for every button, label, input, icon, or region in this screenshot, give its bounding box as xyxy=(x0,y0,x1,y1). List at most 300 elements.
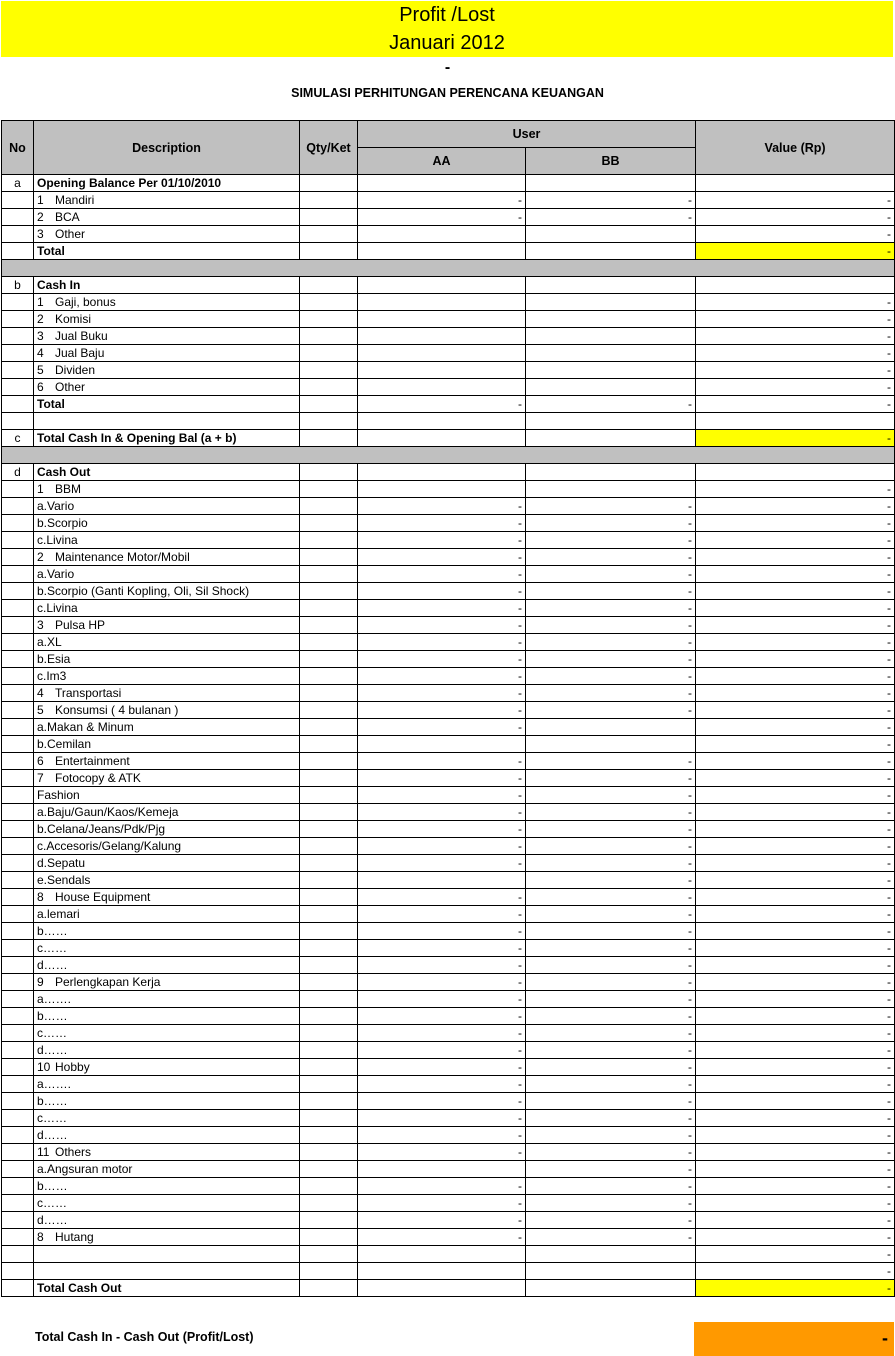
row-qty-cell xyxy=(300,430,358,447)
table-row xyxy=(2,957,895,974)
row-no-cell xyxy=(2,413,34,430)
row-bb-cell xyxy=(526,226,696,243)
row-no-cell xyxy=(2,1195,34,1212)
row-qty-cell xyxy=(300,1093,358,1110)
row-qty-cell xyxy=(300,1195,358,1212)
row-description-cell: a……. xyxy=(34,991,300,1008)
row-value-cell: - xyxy=(696,617,895,634)
table-row xyxy=(2,175,895,192)
row-bb-cell xyxy=(526,328,696,345)
table-row xyxy=(2,498,895,515)
row-description-cell: a.XL xyxy=(34,634,300,651)
row-aa-cell: - xyxy=(358,209,526,226)
row-bb-cell: - xyxy=(526,192,696,209)
row-qty-cell xyxy=(300,872,358,889)
table-row xyxy=(2,1025,895,1042)
row-bb-cell xyxy=(526,1263,696,1280)
item-label: Others xyxy=(55,1145,92,1159)
row-qty-cell xyxy=(300,362,358,379)
row-value-cell: - xyxy=(696,1246,895,1263)
row-value-cell: - xyxy=(696,1093,895,1110)
item-number: 1 xyxy=(37,482,44,496)
row-aa-cell xyxy=(358,277,526,294)
row-no-cell xyxy=(2,549,34,566)
row-no-cell xyxy=(2,991,34,1008)
row-no-cell xyxy=(2,1093,34,1110)
row-qty-cell xyxy=(300,1025,358,1042)
row-bb-cell xyxy=(526,464,696,481)
item-label: Mandiri xyxy=(55,193,95,207)
row-no-cell xyxy=(2,974,34,991)
row-aa-cell: - xyxy=(358,889,526,906)
row-description-cell: c.Im3 xyxy=(34,668,300,685)
row-value-cell: - xyxy=(696,532,895,549)
row-aa-cell: - xyxy=(358,668,526,685)
row-qty-cell xyxy=(300,243,358,260)
profit-lost-label: Total Cash In - Cash Out (Profit/Lost) xyxy=(35,1330,254,1344)
row-value-cell: - xyxy=(696,1025,895,1042)
row-aa-cell: - xyxy=(358,1042,526,1059)
separator-row xyxy=(2,447,895,464)
row-qty-cell xyxy=(300,685,358,702)
row-value-cell: - xyxy=(696,1042,895,1059)
table-row xyxy=(2,1229,895,1246)
row-aa-cell: - xyxy=(358,957,526,974)
table-row xyxy=(2,838,895,855)
row-bb-cell: - xyxy=(526,209,696,226)
row-value-cell: - xyxy=(696,753,895,770)
table-row xyxy=(2,226,895,243)
row-no-cell xyxy=(2,226,34,243)
row-value-cell: - xyxy=(696,1161,895,1178)
row-bb-cell: - xyxy=(526,1229,696,1246)
row-value-cell: - xyxy=(696,821,895,838)
table-row xyxy=(2,566,895,583)
row-bb-cell: - xyxy=(526,396,696,413)
row-bb-cell xyxy=(526,413,696,430)
row-no-cell xyxy=(2,532,34,549)
item-number: 4 xyxy=(37,686,44,700)
row-description-cell: a.Angsuran motor xyxy=(34,1161,300,1178)
row-aa-cell: - xyxy=(358,1025,526,1042)
row-value-cell: - xyxy=(696,566,895,583)
row-description-cell: Cash In xyxy=(34,277,300,294)
row-aa-cell: - xyxy=(358,532,526,549)
row-value-cell xyxy=(696,464,895,481)
row-qty-cell xyxy=(300,277,358,294)
table-row xyxy=(2,804,895,821)
row-no-cell xyxy=(2,515,34,532)
table-row xyxy=(2,311,895,328)
row-aa-cell: - xyxy=(358,1178,526,1195)
separator-row xyxy=(2,260,895,277)
row-description-cell xyxy=(34,974,300,991)
row-description-cell xyxy=(34,753,300,770)
row-qty-cell xyxy=(300,906,358,923)
row-qty-cell xyxy=(300,974,358,991)
row-no-cell xyxy=(2,872,34,889)
table-row xyxy=(2,702,895,719)
item-label: BCA xyxy=(55,210,80,224)
row-value-cell: - xyxy=(696,1229,895,1246)
row-bb-cell xyxy=(526,277,696,294)
row-aa-cell: - xyxy=(358,1195,526,1212)
row-value-cell: - xyxy=(696,549,895,566)
item-number: 3 xyxy=(37,618,44,632)
separator-cell xyxy=(2,260,895,277)
table-row xyxy=(2,787,895,804)
row-no-cell xyxy=(2,192,34,209)
row-description-cell: b.Scorpio xyxy=(34,515,300,532)
row-aa-cell: - xyxy=(358,634,526,651)
row-aa-cell: - xyxy=(358,753,526,770)
row-aa-cell: - xyxy=(358,192,526,209)
table-row xyxy=(2,770,895,787)
row-no-cell xyxy=(2,770,34,787)
row-description-cell: a.Vario xyxy=(34,566,300,583)
row-no-cell xyxy=(2,923,34,940)
row-qty-cell xyxy=(300,175,358,192)
row-no-cell xyxy=(2,668,34,685)
row-value-cell: - xyxy=(696,311,895,328)
row-value-cell: - xyxy=(696,634,895,651)
item-label: Maintenance Motor/Mobil xyxy=(55,550,190,564)
row-bb-cell xyxy=(526,311,696,328)
row-bb-cell: - xyxy=(526,668,696,685)
row-qty-cell xyxy=(300,804,358,821)
table-row xyxy=(2,1110,895,1127)
row-qty-cell xyxy=(300,481,358,498)
item-number: 1 xyxy=(37,193,44,207)
row-value-cell xyxy=(696,413,895,430)
row-bb-cell: - xyxy=(526,889,696,906)
item-number: 3 xyxy=(37,227,44,241)
row-aa-cell: - xyxy=(358,1144,526,1161)
row-description-cell xyxy=(34,362,300,379)
row-no-cell xyxy=(2,906,34,923)
col-bb-header: BB xyxy=(526,148,696,175)
row-no-cell: a xyxy=(2,175,34,192)
row-description-cell xyxy=(34,209,300,226)
row-value-cell: - xyxy=(696,923,895,940)
table-row xyxy=(2,753,895,770)
row-description-cell: Total xyxy=(34,243,300,260)
row-aa-cell: - xyxy=(358,651,526,668)
profit-lost-value: - xyxy=(882,1328,888,1348)
row-description-cell: c.Livina xyxy=(34,600,300,617)
row-bb-cell: - xyxy=(526,770,696,787)
table-row xyxy=(2,1195,895,1212)
row-aa-cell xyxy=(358,328,526,345)
row-qty-cell xyxy=(300,498,358,515)
finance-table xyxy=(1,120,895,1297)
row-qty-cell xyxy=(300,617,358,634)
row-description-cell: c.Livina xyxy=(34,532,300,549)
table-row xyxy=(2,1042,895,1059)
table-row xyxy=(2,430,895,447)
row-bb-cell: - xyxy=(526,1093,696,1110)
row-bb-cell: - xyxy=(526,940,696,957)
row-qty-cell xyxy=(300,464,358,481)
row-bb-cell: - xyxy=(526,1008,696,1025)
row-no-cell xyxy=(2,583,34,600)
row-bb-cell: - xyxy=(526,1178,696,1195)
row-aa-cell xyxy=(358,362,526,379)
item-number: 8 xyxy=(37,890,44,904)
table-row xyxy=(2,277,895,294)
row-bb-cell: - xyxy=(526,753,696,770)
profit-lost-value-box xyxy=(694,1322,894,1356)
row-aa-cell: - xyxy=(358,855,526,872)
row-qty-cell xyxy=(300,1110,358,1127)
header-dash: - xyxy=(444,59,451,76)
row-description-cell: c.Accesoris/Gelang/Kalung xyxy=(34,838,300,855)
row-bb-cell xyxy=(526,481,696,498)
table-row xyxy=(2,1246,895,1263)
row-description-cell: b.Celana/Jeans/Pdk/Pjg xyxy=(34,821,300,838)
item-number: 5 xyxy=(37,703,44,717)
row-description-cell: Total Cash In & Opening Bal (a + b) xyxy=(34,430,300,447)
row-value-cell: - xyxy=(696,362,895,379)
row-bb-cell: - xyxy=(526,974,696,991)
row-bb-cell: - xyxy=(526,821,696,838)
row-bb-cell: - xyxy=(526,685,696,702)
row-bb-cell: - xyxy=(526,804,696,821)
col-qty-header: Qty/Ket xyxy=(300,121,358,175)
row-qty-cell xyxy=(300,651,358,668)
item-number: 6 xyxy=(37,754,44,768)
row-bb-cell: - xyxy=(526,1127,696,1144)
row-qty-cell xyxy=(300,1263,358,1280)
row-description-cell xyxy=(34,770,300,787)
row-no-cell xyxy=(2,498,34,515)
row-aa-cell: - xyxy=(358,685,526,702)
row-bb-cell: - xyxy=(526,923,696,940)
row-no-cell xyxy=(2,481,34,498)
row-value-cell: - xyxy=(696,685,895,702)
table-body xyxy=(2,175,895,1297)
item-label: Gaji, bonus xyxy=(55,295,116,309)
table-row xyxy=(2,600,895,617)
row-no-cell xyxy=(2,294,34,311)
col-user-header: User xyxy=(358,121,696,148)
row-no-cell xyxy=(2,1263,34,1280)
row-value-cell: - xyxy=(696,838,895,855)
row-description-cell xyxy=(34,889,300,906)
row-qty-cell xyxy=(300,1076,358,1093)
row-aa-cell xyxy=(358,379,526,396)
row-value-cell: - xyxy=(696,719,895,736)
row-qty-cell xyxy=(300,1212,358,1229)
table-row xyxy=(2,1144,895,1161)
row-qty-cell xyxy=(300,226,358,243)
row-value-cell: - xyxy=(696,651,895,668)
row-value-cell xyxy=(696,277,895,294)
row-bb-cell: - xyxy=(526,600,696,617)
table-row xyxy=(2,294,895,311)
item-number: 2 xyxy=(37,312,44,326)
row-aa-cell: - xyxy=(358,1229,526,1246)
table-row xyxy=(2,685,895,702)
row-qty-cell xyxy=(300,1161,358,1178)
row-bb-cell: - xyxy=(526,787,696,804)
row-aa-cell: - xyxy=(358,583,526,600)
item-label: Dividen xyxy=(55,363,96,377)
row-qty-cell xyxy=(300,566,358,583)
row-no-cell xyxy=(2,345,34,362)
row-aa-cell xyxy=(358,464,526,481)
row-aa-cell xyxy=(358,345,526,362)
row-aa-cell xyxy=(358,294,526,311)
row-aa-cell: - xyxy=(358,702,526,719)
row-bb-cell: - xyxy=(526,634,696,651)
table-row xyxy=(2,651,895,668)
row-no-cell: d xyxy=(2,464,34,481)
row-aa-cell: - xyxy=(358,1076,526,1093)
table-row xyxy=(2,532,895,549)
row-aa-cell: - xyxy=(358,991,526,1008)
row-qty-cell xyxy=(300,549,358,566)
row-description-cell xyxy=(34,192,300,209)
item-label: Hutang xyxy=(55,1230,94,1244)
row-bb-cell xyxy=(526,243,696,260)
row-no-cell xyxy=(2,1161,34,1178)
row-aa-cell: - xyxy=(358,1059,526,1076)
row-bb-cell: - xyxy=(526,1042,696,1059)
row-no-cell xyxy=(2,1280,34,1297)
table-row xyxy=(2,855,895,872)
row-value-cell: - xyxy=(696,243,895,260)
row-no-cell xyxy=(2,753,34,770)
row-qty-cell xyxy=(300,209,358,226)
table-row xyxy=(2,940,895,957)
row-bb-cell: - xyxy=(526,1110,696,1127)
row-bb-cell: - xyxy=(526,957,696,974)
row-aa-cell: - xyxy=(358,906,526,923)
table-row xyxy=(2,1161,895,1178)
item-label: Konsumsi ( 4 bulanan ) xyxy=(55,703,179,717)
table-row xyxy=(2,379,895,396)
row-description-cell xyxy=(34,294,300,311)
row-aa-cell: - xyxy=(358,549,526,566)
row-description-cell xyxy=(34,1263,300,1280)
row-value-cell: - xyxy=(696,940,895,957)
row-value-cell: - xyxy=(696,957,895,974)
row-qty-cell xyxy=(300,583,358,600)
row-description-cell: a.Vario xyxy=(34,498,300,515)
row-bb-cell xyxy=(526,1280,696,1297)
row-description-cell: d…… xyxy=(34,1127,300,1144)
row-aa-cell xyxy=(358,1246,526,1263)
row-description-cell xyxy=(34,379,300,396)
row-no-cell xyxy=(2,787,34,804)
row-no-cell: b xyxy=(2,277,34,294)
row-bb-cell: - xyxy=(526,702,696,719)
row-qty-cell xyxy=(300,991,358,1008)
item-label: Fotocopy & ATK xyxy=(55,771,141,785)
row-description-cell xyxy=(34,702,300,719)
row-value-cell: - xyxy=(696,1178,895,1195)
row-qty-cell xyxy=(300,957,358,974)
row-bb-cell: - xyxy=(526,1161,696,1178)
item-number: 4 xyxy=(37,346,44,360)
row-bb-cell: - xyxy=(526,532,696,549)
item-label: Hobby xyxy=(55,1060,90,1074)
row-description-cell: c…… xyxy=(34,1110,300,1127)
row-bb-cell xyxy=(526,736,696,753)
row-description-cell: b…… xyxy=(34,1178,300,1195)
row-aa-cell xyxy=(358,175,526,192)
table-row xyxy=(2,1127,895,1144)
row-aa-cell xyxy=(358,1161,526,1178)
row-description-cell xyxy=(34,1059,300,1076)
row-no-cell xyxy=(2,957,34,974)
row-value-cell: - xyxy=(696,328,895,345)
item-number: 7 xyxy=(37,771,44,785)
row-bb-cell: - xyxy=(526,1076,696,1093)
table-row xyxy=(2,243,895,260)
row-value-cell: - xyxy=(696,600,895,617)
row-no-cell xyxy=(2,651,34,668)
table-row xyxy=(2,736,895,753)
row-qty-cell xyxy=(300,600,358,617)
row-aa-cell: - xyxy=(358,974,526,991)
row-value-cell: - xyxy=(696,226,895,243)
row-description-cell xyxy=(34,549,300,566)
row-description-cell: Total Cash Out xyxy=(34,1280,300,1297)
row-qty-cell xyxy=(300,294,358,311)
row-bb-cell xyxy=(526,362,696,379)
item-number: 5 xyxy=(37,363,44,377)
table-row xyxy=(2,413,895,430)
table-row xyxy=(2,192,895,209)
col-no-header: No xyxy=(2,121,34,175)
row-value-cell: - xyxy=(696,498,895,515)
table-row xyxy=(2,345,895,362)
table-row xyxy=(2,549,895,566)
row-aa-cell: - xyxy=(358,804,526,821)
col-description-header: Description xyxy=(34,121,300,175)
row-aa-cell: - xyxy=(358,600,526,617)
table-row xyxy=(2,396,895,413)
row-aa-cell xyxy=(358,481,526,498)
row-bb-cell: - xyxy=(526,651,696,668)
row-description-cell: d…… xyxy=(34,1042,300,1059)
row-no-cell xyxy=(2,634,34,651)
row-bb-cell: - xyxy=(526,549,696,566)
row-aa-cell: - xyxy=(358,923,526,940)
row-qty-cell xyxy=(300,1059,358,1076)
row-aa-cell: - xyxy=(358,719,526,736)
row-value-cell: - xyxy=(696,1212,895,1229)
row-description-cell: d…… xyxy=(34,957,300,974)
separator-cell xyxy=(2,447,895,464)
row-no-cell xyxy=(2,396,34,413)
row-description-cell: d.Sepatu xyxy=(34,855,300,872)
row-description-cell xyxy=(34,685,300,702)
row-no-cell xyxy=(2,1042,34,1059)
row-no-cell xyxy=(2,379,34,396)
item-number: 1 xyxy=(37,295,44,309)
row-bb-cell xyxy=(526,379,696,396)
row-value-cell: - xyxy=(696,1144,895,1161)
row-value-cell: - xyxy=(696,770,895,787)
row-bb-cell: - xyxy=(526,855,696,872)
row-bb-cell xyxy=(526,1246,696,1263)
row-aa-cell: - xyxy=(358,1127,526,1144)
row-description-cell: b.Esia xyxy=(34,651,300,668)
report-header xyxy=(1,1,893,57)
